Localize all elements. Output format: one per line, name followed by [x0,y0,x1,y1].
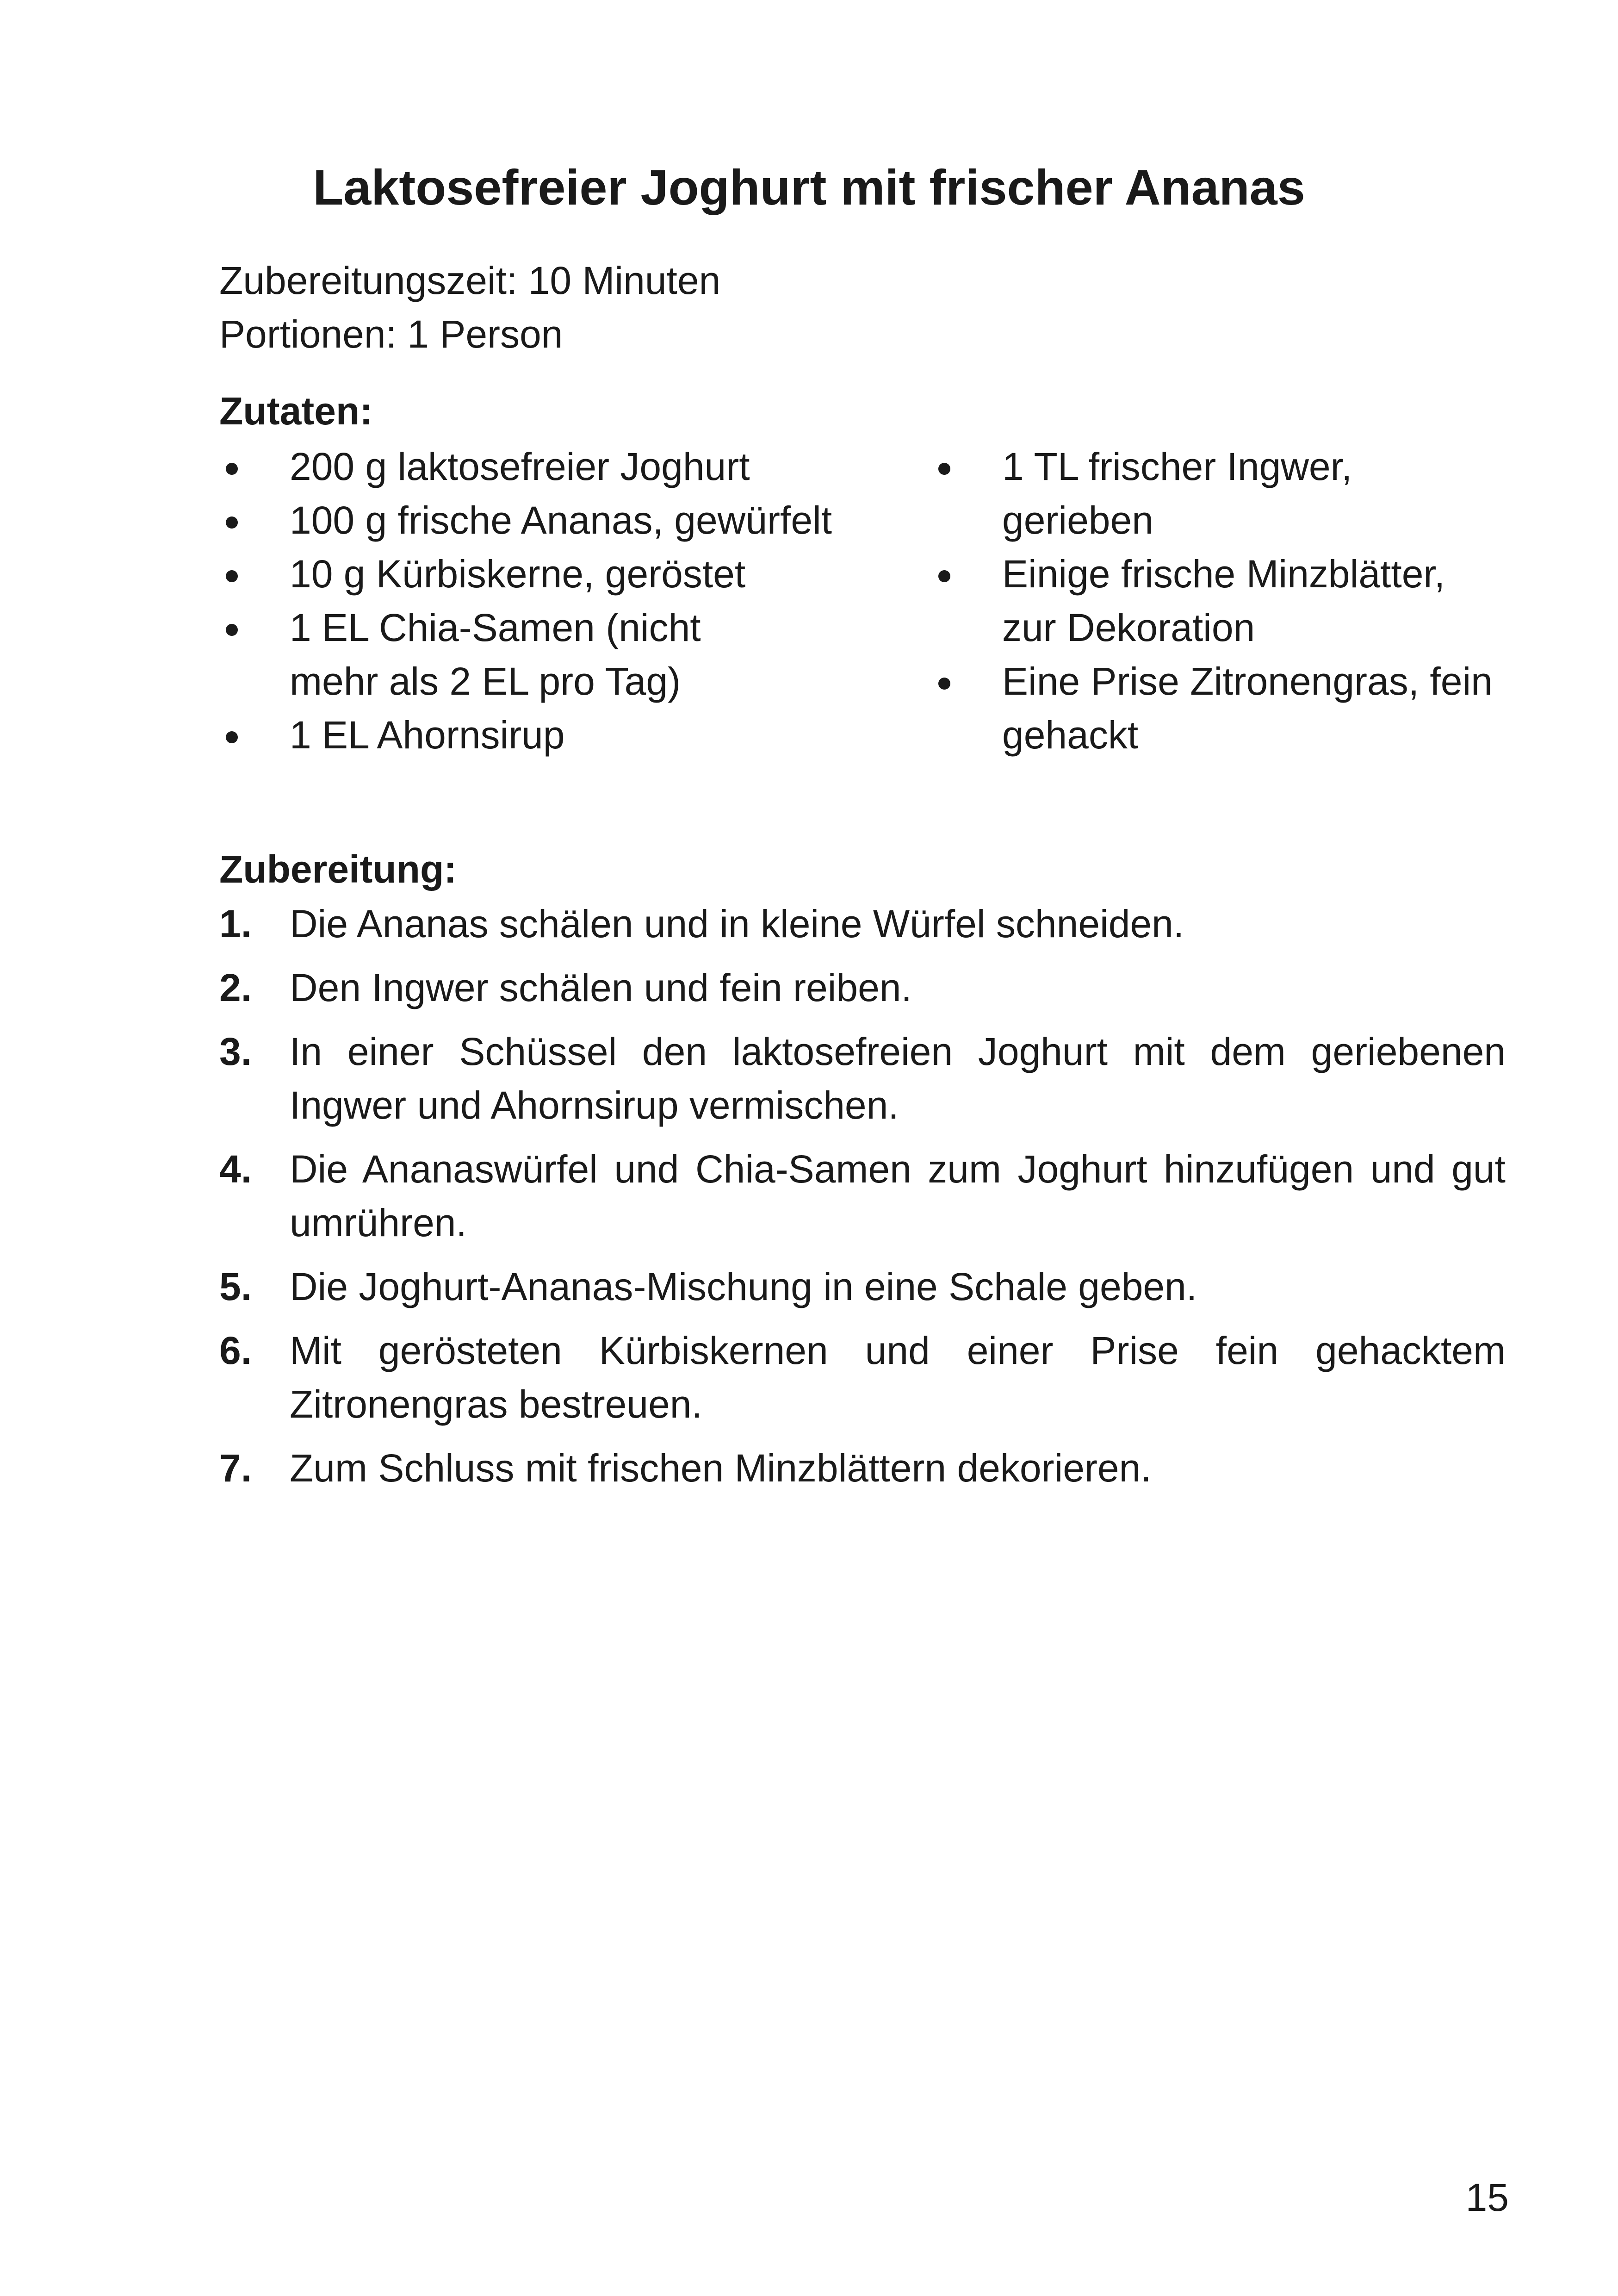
ingredient-item: 1 EL Ahornsirup [219,708,932,762]
step-text: Die Joghurt-Ananas-Mischung in eine Schale geben. [290,1265,1197,1308]
step-text: In einer Schüssel den laktosefreien Joghurt mit dem geriebenen Ingwer und Ahornsirup vermischen. [290,1030,1506,1127]
recipe-title: Laktosefreier Joghurt mit frischer Ananas [313,159,1305,215]
step-text: Zum Schluss mit frischen Minzblättern dekorieren. [290,1446,1152,1490]
step-text: Die Ananaswürfel und Chia-Samen zum Joghurt hinzufügen und gut umrühren. [290,1147,1506,1244]
step-number: 5. [219,1265,252,1308]
recipe-meta [219,254,720,361]
step-item [219,1324,1506,1431]
step-number: 2. [219,966,252,1009]
portions: Portionen: 1 Person [219,312,563,356]
bullet-icon [226,624,238,636]
prep-time: Zubereitungszeit: 10 Minuten [219,259,721,302]
bullet-icon [938,463,950,475]
page-number: 15 [1465,2176,1509,2219]
ingredients-column-right [932,440,1506,762]
bullet-icon [226,570,238,582]
preparation-heading: Zubereitung: [219,847,457,891]
preparation-steps [219,897,1506,1505]
bullet-icon [938,678,950,690]
step-text: Den Ingwer schälen und fein reiben. [290,966,912,1009]
step-text: Mit gerösteten Kürbiskernen und einer Prise fein gehacktem Zitronengras bestreuen. [290,1329,1506,1426]
bullet-icon [938,570,950,582]
ingredient-item: 200 g laktosefreier Joghurt [219,440,932,493]
step-item [219,1025,1506,1132]
step-number: 3. [219,1030,252,1073]
ingredients-column-left [219,440,932,762]
step-item [219,961,1506,1014]
step-number: 4. [219,1147,252,1191]
ingredient-item: Einige frische Minzblätter, zur Dekoration [932,547,1506,654]
ingredient-item: 1 EL Chia-Samen (nicht mehr als 2 EL pro Tag) [219,601,932,708]
bullet-icon [226,516,238,529]
ingredient-item: 10 g Kürbiskerne, geröstet [219,547,932,601]
step-item [219,1142,1506,1250]
step-item [219,1441,1506,1495]
step-number: 1. [219,902,252,946]
ingredient-item: 100 g frische Ananas, gewürfelt [219,493,932,547]
step-item [219,897,1506,951]
ingredient-item: Eine Prise Zitronengras, fein gehackt [932,654,1506,762]
ingredient-item: 1 TL frischer Ingwer, gerieben [932,440,1506,547]
step-number: 6. [219,1329,252,1372]
ingredients-list [219,440,1506,762]
bullet-icon [226,463,238,475]
step-item [219,1260,1506,1313]
ingredients-heading: Zutaten: [219,389,373,433]
step-number: 7. [219,1446,252,1490]
step-text: Die Ananas schälen und in kleine Würfel schneiden. [290,902,1184,946]
bullet-icon [226,731,238,743]
